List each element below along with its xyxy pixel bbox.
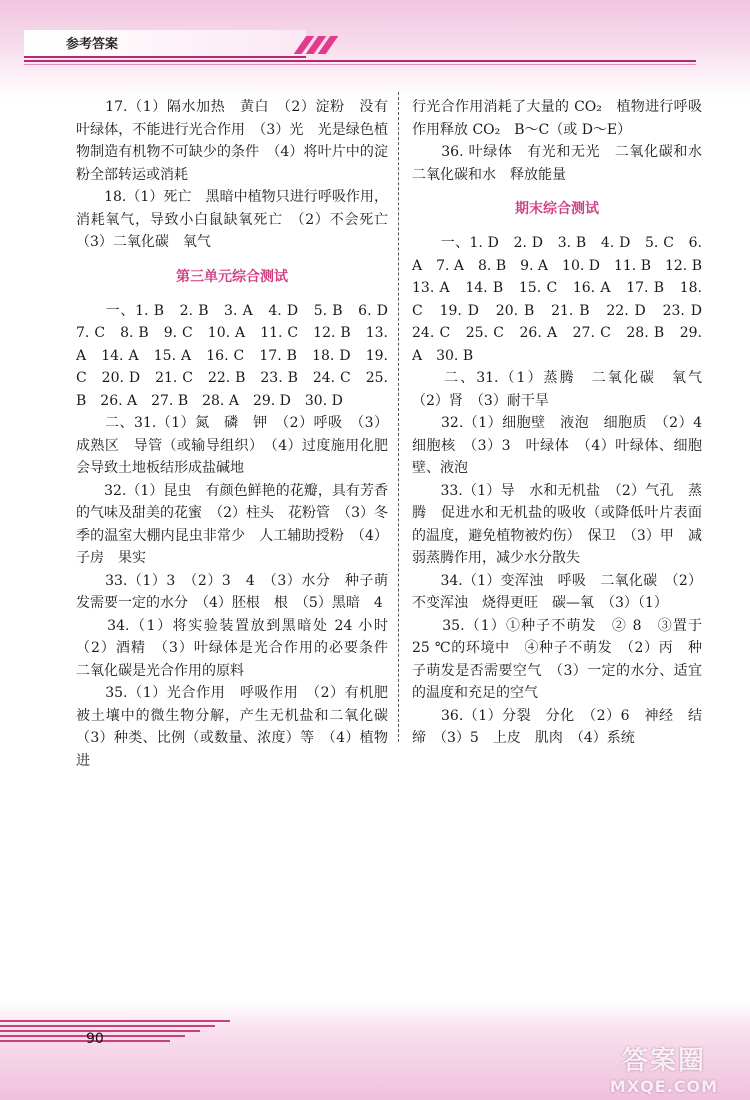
final-answer-36: 36.（1）分裂 分化 （2）6 神经 结缔 （3）5 上皮 肌肉 （4）系统	[412, 707, 702, 746]
answer-33: 33.（1）3 （2）3 4 （3）水分 种子萌发需要一定的水分 （4）胚根 根 （5）黑暗 4	[76, 572, 388, 611]
header-title: 参考答案	[66, 37, 119, 52]
header-rule	[24, 60, 696, 62]
final-answer-35: 35.（1）①种子不萌发 ② 8 ③置于 25 ℃的环境中 ④种子不萌发 （2）丙 种子萌发是否需要空气 （3）一定的水分、适宜的温度和充足的空气	[412, 617, 702, 701]
answer-35: 35.（1）光合作用 呼吸作用 （2）有机肥被土壤中的微生物分解，产生无机盐和二氧化碳 （3）种类、比例（或数量、浓度）等 （4）植物进	[76, 685, 402, 769]
watermark-url: MXQE.COM	[609, 1077, 719, 1096]
section-heading-final: 期末综合测试	[515, 201, 599, 217]
answer-36: 36. 叶绿体 有光和无光 二氧化碳和水 二氧化碳和水 释放能量	[412, 144, 716, 183]
section-heading-unit3: 第三单元综合测试	[176, 268, 288, 285]
header-rule-thin	[24, 64, 696, 65]
answer-17: 17.（1）隔水加热 黄白 （2）淀粉 没有叶绿体，不能进行光合作用 （3）光 光是绿色植物制造有机物不可缺少的条件 （4）将叶片中的淀粉全部转运或消耗	[76, 99, 388, 183]
answer-choice-1-30: 一、1. B 2. B 3. A 4. D 5. B 6. D 7. C 8. B 9. C 10. A 11. C 12. B 13. A 14. A 15. A 16. C 17. B 18. D 19. C 20. D 21. C 22. B 23. B 24. C 25. B 26. A 27. B 28. A 29. D 30. D	[76, 302, 402, 409]
answer-32: 32.（1）昆虫 有颜色鲜艳的花瓣，具有芳香的气味及甜美的花蜜 （2）柱头 花粉管 （3）冬季的温室大棚内昆虫非常少 人工辅助授粉 （4）子房 果实	[76, 482, 388, 566]
answer-34: 34.（1）将实验装置放到黑暗处 24 小时 （2）酒精 （3）叶绿体是光合作用的必要条件 二氧化碳是光合作用的原料	[76, 617, 402, 679]
final-answer-33: 33.（1）导 水和无机盐 （2）气孔 蒸腾 促进水和无机盐的吸收（或降低叶片表面的温度，避免植物被灼伤） 保卫 （3）甲 减弱蒸腾作用，减少水分散失	[412, 482, 702, 566]
answer-18: 18.（1）死亡 黑暗中植物只进行呼吸作用，消耗氧气，导致小白鼠缺氧死亡 （2）不会死亡 （3）二氧化碳 氧气	[76, 189, 402, 250]
watermark-text: 答案圈	[621, 1046, 706, 1076]
final-choice-1-30: 一、1. D 2. D 3. B 4. D 5. C 6. A 7. A 8. B 9. A 10. D 11. B 12. B 13. A 14. B 15. C 16. A 17. B 18. C 19. D 20. B 21. B 22. D 23. D 24. C 25. C 26. A 27. C 28. B 29. A 30. B	[412, 235, 716, 364]
answer-31: 二、31.（1）氮 磷 钾 （2）呼吸 （3）成熟区 导管（或输导组织） （4）过度施用化肥会导致土地板结形成盐碱地	[76, 415, 388, 476]
footer-lines	[0, 1020, 240, 1045]
column-divider	[398, 92, 399, 742]
final-answer-34: 34.（1）变浑浊 呼吸 二氧化碳 （2）不变浑浊 烧得更旺 碳—氧 （3）（1）	[412, 572, 702, 611]
page-number: 90	[86, 1031, 104, 1047]
answer-35-continued: 行光合作用消耗了大量的 CO₂ 植物进行呼吸作用释放 CO₂ B～C（或 D～E）	[412, 99, 702, 138]
right-column	[412, 96, 716, 750]
final-answer-32: 32.（1）细胞壁 液泡 细胞质 （2）4 细胞核 （3）3 叶绿体 （4）叶绿体、细胞壁、液泡	[412, 415, 716, 476]
final-answer-31: 二、31.（1）蒸腾 二氧化碳 氧气 （2）肾 （3）耐干旱	[412, 370, 716, 409]
watermark-logo	[594, 1040, 734, 1096]
left-column	[76, 96, 402, 772]
